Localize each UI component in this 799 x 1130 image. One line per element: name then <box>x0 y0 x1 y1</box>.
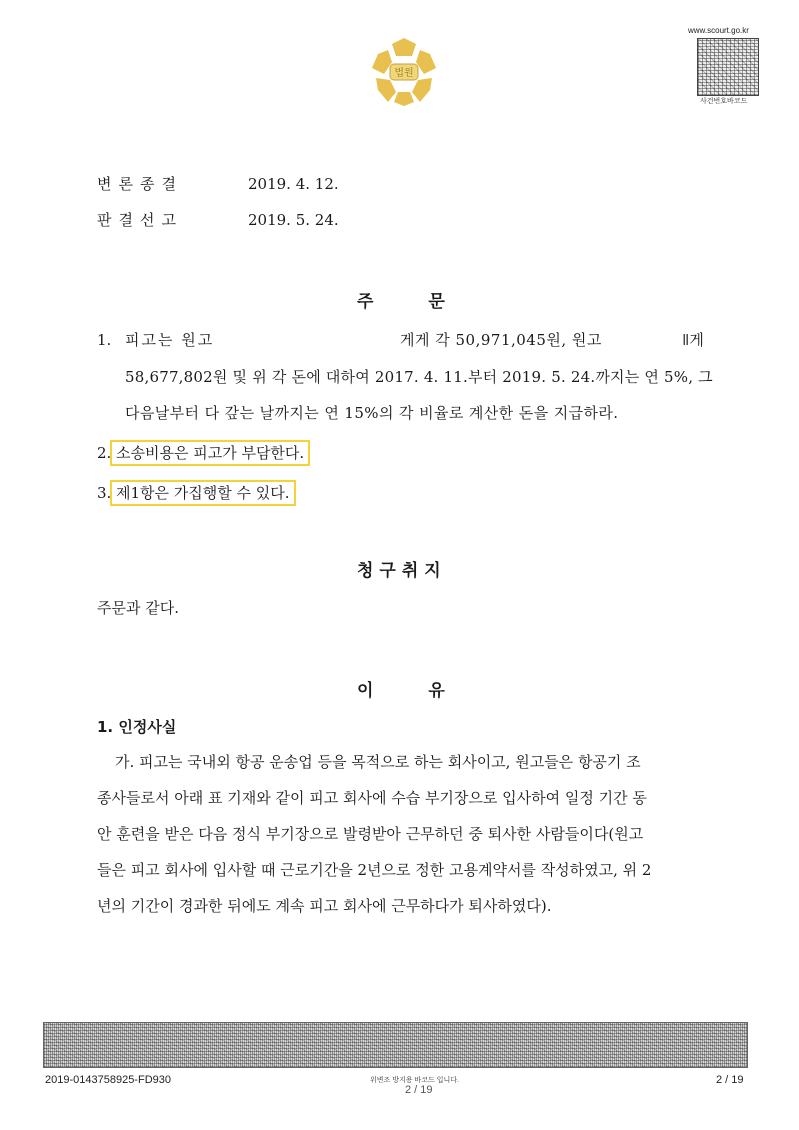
order-item1-line3: 다음날부터 다 갚는 날까지는 연 15%의 각 비율로 계산한 돈을 지급하라. <box>125 404 619 422</box>
reason-line-3: 안 훈련을 받은 다음 정식 부기장으로 발령받아 근무하던 중 퇴사한 사람들이다(원고 <box>97 825 644 843</box>
svg-text:법원: 법원 <box>394 68 414 79</box>
barcode-caption: 사건번호바코드 <box>700 98 748 105</box>
claim-text: 주문과 같다. <box>97 599 179 617</box>
court-emblem-logo <box>368 36 440 108</box>
document-id: 2019-0143758925-FD930 <box>45 1074 171 1086</box>
order-item3-highlight: 제1항은 가집행할 수 있다. <box>110 480 296 506</box>
order-item1-number: 1. <box>97 331 112 349</box>
order-item3-number: 3. <box>97 484 112 502</box>
order-item2-highlight: 소송비용은 피고가 부담한다. <box>110 440 310 466</box>
date-label-closing: 변론종결 <box>97 175 183 193</box>
section-title-facts: 1. 인정사실 <box>97 718 177 736</box>
order-item1-line1c: ǁ게 <box>682 331 704 349</box>
claim-heading: 청구취지 <box>357 561 447 581</box>
reason-line-4: 들은 피고 회사에 입사할 때 근로기간을 2년으로 정한 고용계약서를 작성하였고, 위 2 <box>97 861 652 879</box>
order-item1-line1a: 피고는 원고 <box>125 331 215 349</box>
order-item1-line2: 58,677,802원 및 위 각 돈에 대하여 2017. 4. 11.부터 2019. 5. 24.까지는 연 5%, 그 <box>125 368 713 386</box>
reason-line-5: 년의 기간이 경과한 뒤에도 계속 피고 회사에 근무하다가 퇴사하였다). <box>97 897 552 915</box>
date-label-judgment: 판결선고 <box>97 211 183 229</box>
reason-line-1: 가. 피고는 국내외 항공 운송업 등을 목적으로 하는 회사이고, 원고들은 항공기 조 <box>115 753 641 771</box>
reason-line-2: 종사들로서 아래 표 기재와 같이 피고 회사에 수습 부기장으로 입사하여 일정 기간 동 <box>97 789 647 807</box>
qr-code <box>697 38 759 96</box>
page-number: 2 / 19 <box>716 1074 744 1086</box>
reasons-heading: 이유 <box>357 681 500 701</box>
anti-forgery-notice: 위변조 방지용 바코드 입니다. <box>370 1077 459 1084</box>
court-url[interactable]: www.scourt.go.kr <box>688 26 749 35</box>
anti-forgery-barcode <box>43 1022 748 1068</box>
date-value-judgment: 2019. 5. 24. <box>248 211 339 229</box>
center-page-number: 2 / 19 <box>405 1084 433 1096</box>
order-item2-number: 2. <box>97 444 112 462</box>
date-value-closing: 2019. 4. 12. <box>248 175 339 193</box>
order-heading: 주문 <box>357 292 500 312</box>
order-item1-line1b: 게게 각 50,971,045원, 원고 <box>400 331 602 349</box>
